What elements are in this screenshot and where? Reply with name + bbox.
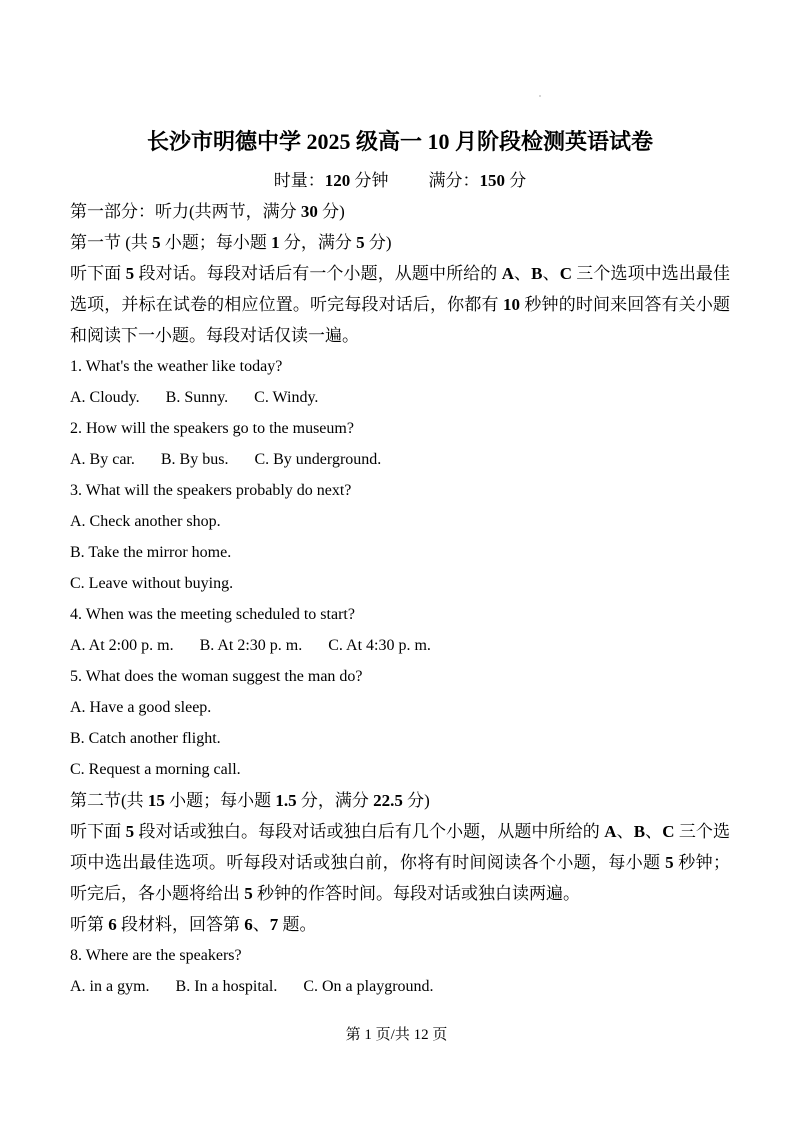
question-1-options: [70, 382, 730, 413]
part1-heading-score: 30: [300, 202, 318, 221]
part1-heading: [70, 196, 730, 227]
material-6-prompt: 听第 6 段材料，回答第 6、7 题。: [70, 915, 317, 934]
question-3-option-a: A. Check another shop.: [70, 513, 221, 530]
full-score-value: 150: [479, 171, 505, 190]
section1-heading-text: 分，满分: [279, 233, 357, 252]
section1-per-score: 1: [271, 233, 280, 252]
question-1-text: 1. What's the weather like today?: [70, 358, 283, 375]
option-c: C. By underground.: [254, 451, 382, 468]
question-5-option-c: C. Request a morning call.: [70, 761, 241, 778]
option-b: B. At 2:30 p. m.: [199, 637, 303, 654]
option-b: B. Sunny.: [165, 389, 229, 406]
section1-heading-text: 第一节 (共: [70, 233, 153, 252]
option-c: C. On a playground.: [303, 978, 434, 995]
duration-value: 120: [324, 171, 351, 190]
section1-count: 5: [152, 233, 161, 252]
option-a: A. At 2:00 p. m.: [70, 637, 174, 654]
option-a: A. By car.: [70, 451, 135, 468]
question-5-text: 5. What does the woman suggest the man do?: [70, 668, 363, 685]
option-c: C. At 4:30 p. m.: [328, 637, 431, 654]
part1-heading-text: 第一部分：听力(共两节，满分: [70, 202, 301, 221]
full-score-unit: 分: [505, 171, 527, 190]
option-a: A. Cloudy.: [70, 389, 140, 406]
option-b: B. By bus.: [160, 451, 229, 468]
option-c: C. Windy.: [254, 389, 319, 406]
option-a: A. in a gym.: [70, 978, 150, 995]
page-content: [70, 0, 730, 1002]
full-score-label: 满分：: [428, 171, 480, 190]
duration-label: 时量：: [273, 171, 325, 190]
duration-unit: 分钟: [350, 171, 389, 190]
page-number: 第 1 页/共 12 页: [345, 1027, 448, 1043]
part1-heading-tail: 分): [317, 202, 345, 221]
question-3-text: 3. What will the speakers probably do next?: [70, 482, 352, 499]
section1-instructions: 听下面 5 段对话。每段对话后有一个小题，从题中所给的 A、B、C 三个选项中选出最佳选项，并标在试卷的相应位置。听完每段对话后，你都有 10 秒钟的时间来回答有关小题和阅读下一小题。每段对话仅读一遍。: [70, 264, 731, 345]
option-b: B. In a hospital.: [175, 978, 278, 995]
question-2-options: [70, 444, 730, 475]
section1-heading-text: 小题；每小题: [160, 233, 272, 252]
question-4-options: [70, 630, 730, 661]
page-title: 长沙市明德中学 2025 级高一 10 月阶段检测英语试卷: [146, 129, 653, 154]
section2-heading: 第二节(共 15 小题；每小题 1.5 分，满分 22.5 分): [70, 791, 430, 810]
question-2-text: 2. How will the speakers go to the museum?: [70, 420, 354, 437]
question-3-option-c: C. Leave without buying.: [70, 575, 234, 592]
question-3-option-b: B. Take the mirror home.: [70, 544, 232, 561]
question-4-text: 4. When was the meeting scheduled to start?: [70, 606, 355, 623]
section1-total-score: 5: [356, 233, 365, 252]
question-5-option-b: B. Catch another flight.: [70, 730, 221, 747]
question-5-option-a: A. Have a good sleep.: [70, 699, 212, 716]
section1-heading: [70, 227, 730, 258]
question-8-options: [70, 971, 730, 1002]
section1-heading-tail: 分): [364, 233, 392, 252]
question-8-text: 8. Where are the speakers?: [70, 947, 242, 964]
exam-meta-line: [70, 165, 730, 196]
section2-instructions: 听下面 5 段对话或独白。每段对话或独白后有几个小题，从题中所给的 A、B、C 三个选项中选出最佳选项。听每段对话或独白前，你将有时间阅读各个小题，每小题 5 秒钟；听完后，各小题将给出 5 秒钟的作答时间。每段对话或独白读两遍。: [70, 822, 731, 903]
